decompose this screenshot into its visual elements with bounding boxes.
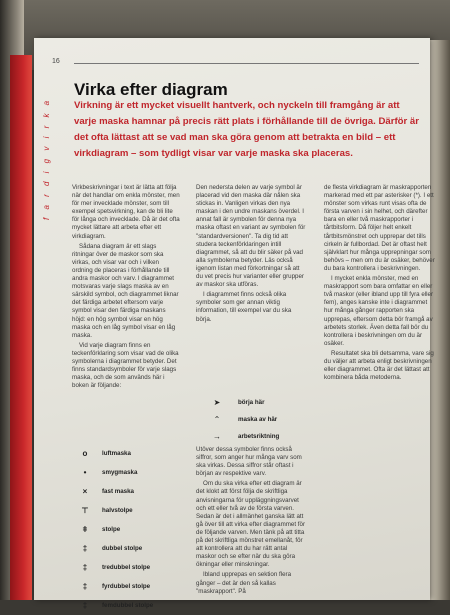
column-2 <box>196 184 308 326</box>
slip-stitch-icon: • <box>83 468 87 477</box>
column-2-lower <box>196 446 308 598</box>
symbol-row <box>74 577 184 596</box>
direction-row <box>206 411 316 428</box>
page-number: 16 <box>52 58 60 65</box>
symbol-row <box>74 520 184 539</box>
paragraph: I mycket enkla mönster, med en maskrapport som bara omfattar en eller två maskor (eller ibland upp till fyra eller fem), anges kanske inte i diagrammet hur många gånger rapporten ska upprepas, eftersom detta bör framgå av arbetets storlek. Även detta fall bör du kontrollera i beskrivningen om du är osäker. <box>324 275 434 347</box>
fasten-off-icon: ⌃ <box>213 415 221 424</box>
symbol-row <box>74 558 184 577</box>
symbol-label: stolpe <box>102 526 121 533</box>
paragraph: Den nedersta delen av varje symbol är placerad vid den maska där nålen ska stickas in. Vanligen virkas den nya maskan i den undre maskans överdel. I annat fall är symbolen för denna nya maska oftast en variant av symbolen för "standardversionen". Ta dig tid att studera teckenförklaringen intill diagrammet, så att du blir säker på vad alla symbolerna betyder. Läs också igenom listan med förkortningar så att du vet precis hur varianter eller grupper av maskor ska utföras. <box>196 184 306 289</box>
paragraph: Vid varje diagram finns en teckenförklaring som visar vad de olika symbolerna i diagrammet betyder. Det finns standardsymboler för varje slags maska, och de som används här i boken är följande: <box>72 341 179 390</box>
paragraph: de flesta virkdiagram är maskrapporten markerad med ett par asterisker (*). I ett mönster som virkas runt visas ofta de första varven i sin helhet, och därefter bara en eller två maskrapporter i tårtbitsform. Då följer helt enkelt tårtbitsmönstret och upprepar det tills cirkeln är fullbordad. Det är oftast helt självklart hur många upprepningar som behövs – men om du är osäker, behöver du bara kontrollera i beskrivningen. <box>324 184 435 272</box>
work-direction-arrow-icon: → <box>213 432 221 441</box>
book-page <box>34 38 435 610</box>
paragraph: I diagrammet finns också olika symboler som ger annan viktig information, till exempel var du ska börja. <box>196 291 292 323</box>
paragraph: Utöver dessa symboler finns också siffror, som anger hur många varv som ska virkas. Dessa siffror står oftast i början av respektive varv. <box>196 446 302 478</box>
single-crochet-icon: × <box>82 487 88 496</box>
symbol-label: femdubbel stolpe <box>102 602 154 609</box>
paragraph: Om du ska virka efter ett diagram är det klokt att först följa de skriftliga anvisningarna för uppläggningsvarvet och ett eller två av de första varven. Sedan är det i allmänhet ganska lätt att gå över till att virka efter diagrammet för de följande varven. Men tänk på att titta på det skriftliga mönstret emellanåt, för att kontrollera att du har rätt antal maskor och se efter när du ska göra ökningar eller minskningar. <box>196 480 306 569</box>
symbol-label: smygmaska <box>102 469 138 476</box>
symbol-legend <box>74 444 184 615</box>
symbol-label: fyrdubbel stolpe <box>102 583 151 590</box>
lead-paragraph: Virkning är ett mycket visuellt hantverk, och nyckeln till framgång är att varje maska hamnar på precis rätt plats i förhållande till de övriga. Därför är det ofta lättast att se vad man ska göra genom att betrakta en bild – ett virkdiagram – som tydligt visar var varje maska ska placeras. <box>74 100 419 159</box>
symbol-row <box>74 463 184 482</box>
top-rule <box>74 63 419 64</box>
page-title: Virka efter diagram <box>74 80 228 99</box>
symbol-row <box>74 444 184 463</box>
direction-label: maska av här <box>238 416 278 423</box>
triple-treble-icon: ‡ <box>82 563 88 572</box>
direction-row <box>206 428 316 445</box>
symbol-label: halvstolpe <box>102 507 133 514</box>
symbol-label: tredubbel stolpe <box>102 564 151 571</box>
symbol-row <box>74 501 184 520</box>
direction-label: arbetsriktning <box>238 433 280 440</box>
paragraph: Resultatet ska bli detsamma, vare sig du väljer att arbeta enligt beskrivningen eller diagrammet. Ofta är det lättast att kombinera båda metoderna. <box>324 349 434 382</box>
paragraph: Sådana diagram är ett slags ritningar över de maskor som ska virkas, och visar var och i vilken ordning de placeras i förhållande till andra maskor och varv. I diagrammet motsvaras varje slags maska av en särskild symbol, och diagrammet liknar det färdiga arbetet eftersom varje symbol visar den färdiga maskans höjd: en hög symbol visar en hög maska och en låg symbol visar en låg maska. <box>72 242 179 339</box>
direction-label: börja här <box>238 399 265 406</box>
half-double-icon: ⊤ <box>81 506 89 515</box>
column-3 <box>324 184 436 384</box>
quadruple-treble-icon: ‡ <box>82 582 88 591</box>
symbol-label: fast maska <box>102 488 134 495</box>
paragraph: Ibland upprepas en sektion flera gånger – det är den så kallas "maskrapport". På <box>196 571 292 595</box>
column-1 <box>72 184 180 392</box>
double-crochet-icon: ǂ <box>82 525 88 534</box>
paragraph: Virkbeskrivningar i text är lätta att följa när det handlar om enkla mönster, men för mer invecklade mönster, som till exempel spetsvirkning, kan de bli lite för långa och invecklade. Då är det ofta mycket lättare att arbeta efter ett virkdiagram. <box>72 184 180 240</box>
red-book-edge <box>10 55 32 600</box>
symbol-label: dubbel stolpe <box>102 545 143 552</box>
symbol-row <box>74 482 184 501</box>
chain-stitch-icon: o <box>82 449 88 458</box>
direction-row <box>206 394 316 411</box>
treble-icon: ‡ <box>82 544 88 553</box>
quintuple-treble-icon: ‡ <box>82 601 88 610</box>
symbol-row <box>74 596 184 615</box>
section-vertical-label: f a r d i g v i r k a <box>42 98 51 221</box>
start-arrow-icon: ➤ <box>213 398 221 407</box>
symbol-row <box>74 539 184 558</box>
symbol-label: luftmaska <box>102 450 131 457</box>
direction-legend <box>206 394 316 445</box>
